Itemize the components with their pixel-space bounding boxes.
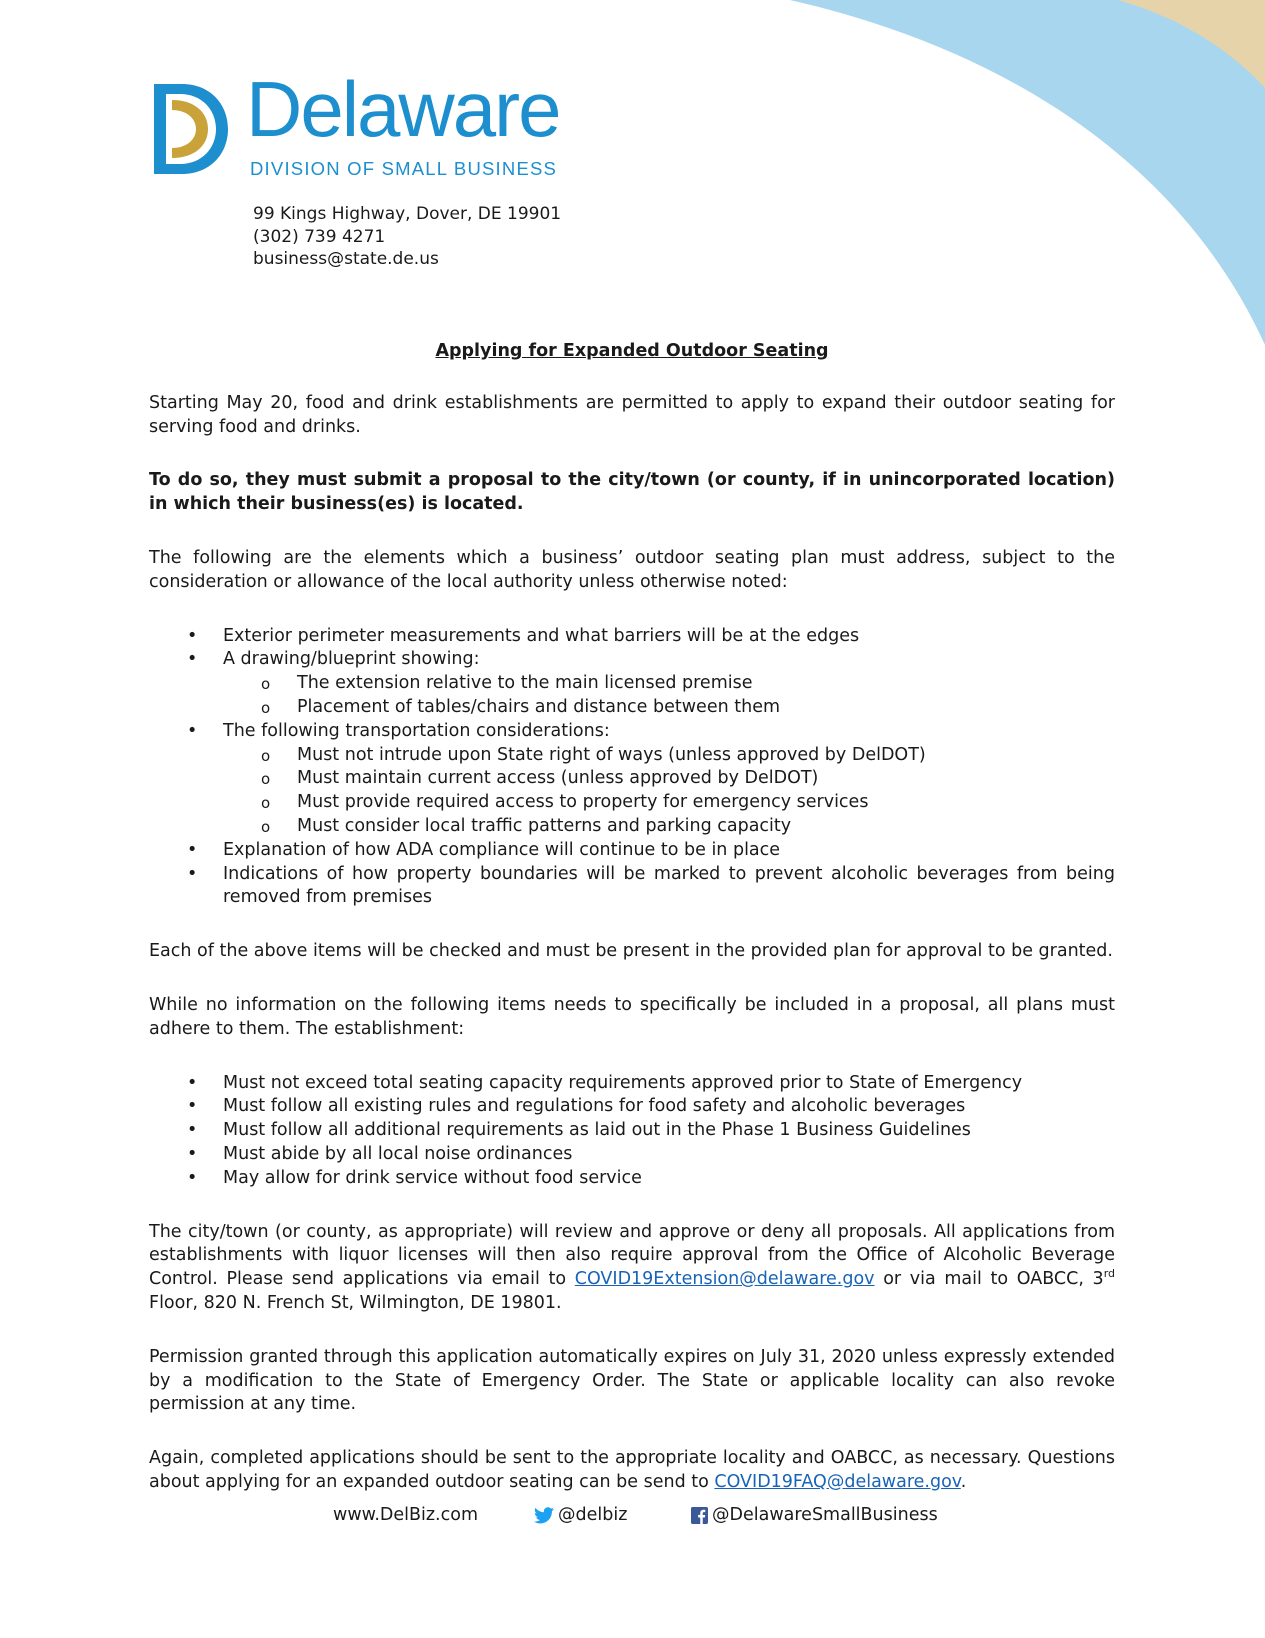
logo-wordmark: Delaware xyxy=(246,65,560,153)
review-text: The city/town (or county, as appropriate) will review and approve or deny all proposals. All applications from establishments with liquor licenses will then also require approval from the Office of Alcoholic Beverage Control. Please send applications via email to xyxy=(149,1221,1115,1290)
website-link[interactable]: www.DelBiz.com xyxy=(333,1505,478,1525)
delaware-logo xyxy=(154,65,560,182)
elements-list xyxy=(149,625,1115,911)
transport-sublist xyxy=(223,744,1115,839)
again-paragraph xyxy=(149,1447,1115,1495)
list-item: • Explanation of how ADA compliance will continue to be in place xyxy=(149,839,1115,863)
review-paragraph xyxy=(149,1221,1115,1316)
page-title: Applying for Expanded Outdoor Seating xyxy=(435,341,829,361)
sub-list-item: o The extension relative to the main licensed premise xyxy=(223,672,1115,696)
sub-list-item: o Placement of tables/chairs and distance between them xyxy=(223,696,1115,720)
footer-facebook xyxy=(691,1505,938,1525)
logo-division: DIVISION OF SMALL BUSINESS xyxy=(250,158,558,179)
extension-email-link[interactable]: COVID19Extension@delaware.gov xyxy=(574,1269,875,1290)
twitter-handle[interactable]: @delbiz xyxy=(558,1505,628,1525)
list-item: • Indications of how property boundaries will be marked to prevent alcoholic beverages from being removed from premises xyxy=(149,863,1115,911)
adhere-list xyxy=(149,1072,1115,1191)
list-item: • Must follow all existing rules and regulations for food safety and alcoholic beverages xyxy=(149,1095,1115,1119)
sub-list-item: o Must maintain current access (unless approved by DelDOT) xyxy=(223,767,1115,791)
again-text: Again, completed applications should be sent to the appropriate locality and OABCC, as necessary. Questions about applying for an expanded outdoor seating can be send to xyxy=(149,1448,1115,1492)
review-text: Floor, 820 N. French St, Wilmington, DE 19801. xyxy=(149,1292,562,1313)
again-text: . xyxy=(960,1471,967,1492)
document-body xyxy=(149,340,1115,1525)
permission-paragraph: Permission granted through this application automatically expires on July 31, 2020 unless expressly extended by a modification to the State of Emergency Order. The State or applicable locality can also revoke permission at any time. xyxy=(149,1346,1115,1415)
contact-address: 99 Kings Highway, Dover, DE 19901 xyxy=(253,204,562,224)
list-item xyxy=(149,648,1115,719)
delaware-d-mark-icon xyxy=(154,82,234,178)
list-item: • Exterior perimeter measurements and what barriers will be at the edges xyxy=(149,625,1115,649)
sub-list-item: o Must provide required access to property for emergency services xyxy=(223,791,1115,815)
contact-phone: (302) 739 4271 xyxy=(253,226,386,247)
intro-paragraph: Starting May 20, food and drink establishments are permitted to apply to expand their outdoor seating for serving food and drinks. xyxy=(149,392,1115,437)
ordinal-suffix: rd xyxy=(1103,1267,1115,1281)
facebook-handle[interactable]: @DelawareSmallBusiness xyxy=(712,1505,938,1525)
list-item-label: The following transportation considerations: xyxy=(223,720,610,741)
sub-list-item: o Must consider local traffic patterns and parking capacity xyxy=(223,815,1115,839)
checked-note-paragraph: Each of the above items will be checked and must be present in the provided plan for approval to be granted. xyxy=(149,941,1113,962)
requirement-paragraph: To do so, they must submit a proposal to the city/town (or county, if in unincorporated location) in which their business(es) is located. xyxy=(149,470,1115,515)
review-text: or via mail to OABCC, 3 xyxy=(874,1269,1104,1290)
list-item xyxy=(149,720,1115,839)
elements-intro-paragraph: The following are the elements which a business’ outdoor seating plan must address, subject to the consideration or allowance of the local authority unless otherwise noted: xyxy=(149,547,1115,592)
drawing-sublist xyxy=(223,672,1115,720)
list-item-label: A drawing/blueprint showing: xyxy=(223,649,480,670)
list-item: • May allow for drink service without food service xyxy=(149,1167,1115,1191)
list-item: • Must follow all additional requirements as laid out in the Phase 1 Business Guidelines xyxy=(149,1119,1115,1143)
contact-block xyxy=(253,203,561,271)
facebook-icon xyxy=(691,1507,708,1524)
faq-email-link[interactable]: COVID19FAQ@delaware.gov xyxy=(714,1471,961,1492)
list-item: • Must not exceed total seating capacity requirements approved prior to State of Emergency xyxy=(149,1072,1115,1096)
list-item: • Must abide by all local noise ordinances xyxy=(149,1143,1115,1167)
footer-website xyxy=(333,1505,478,1525)
sub-list-item: o Must not intrude upon State right of ways (unless approved by DelDOT) xyxy=(223,744,1115,768)
footer xyxy=(0,1505,1265,1531)
twitter-icon xyxy=(534,1507,554,1524)
contact-email: business@state.de.us xyxy=(253,249,439,269)
adhere-intro-paragraph: While no information on the following items needs to specifically be included in a proposal, all plans must adhere to them. The establishment: xyxy=(149,994,1115,1039)
footer-twitter xyxy=(534,1505,627,1525)
